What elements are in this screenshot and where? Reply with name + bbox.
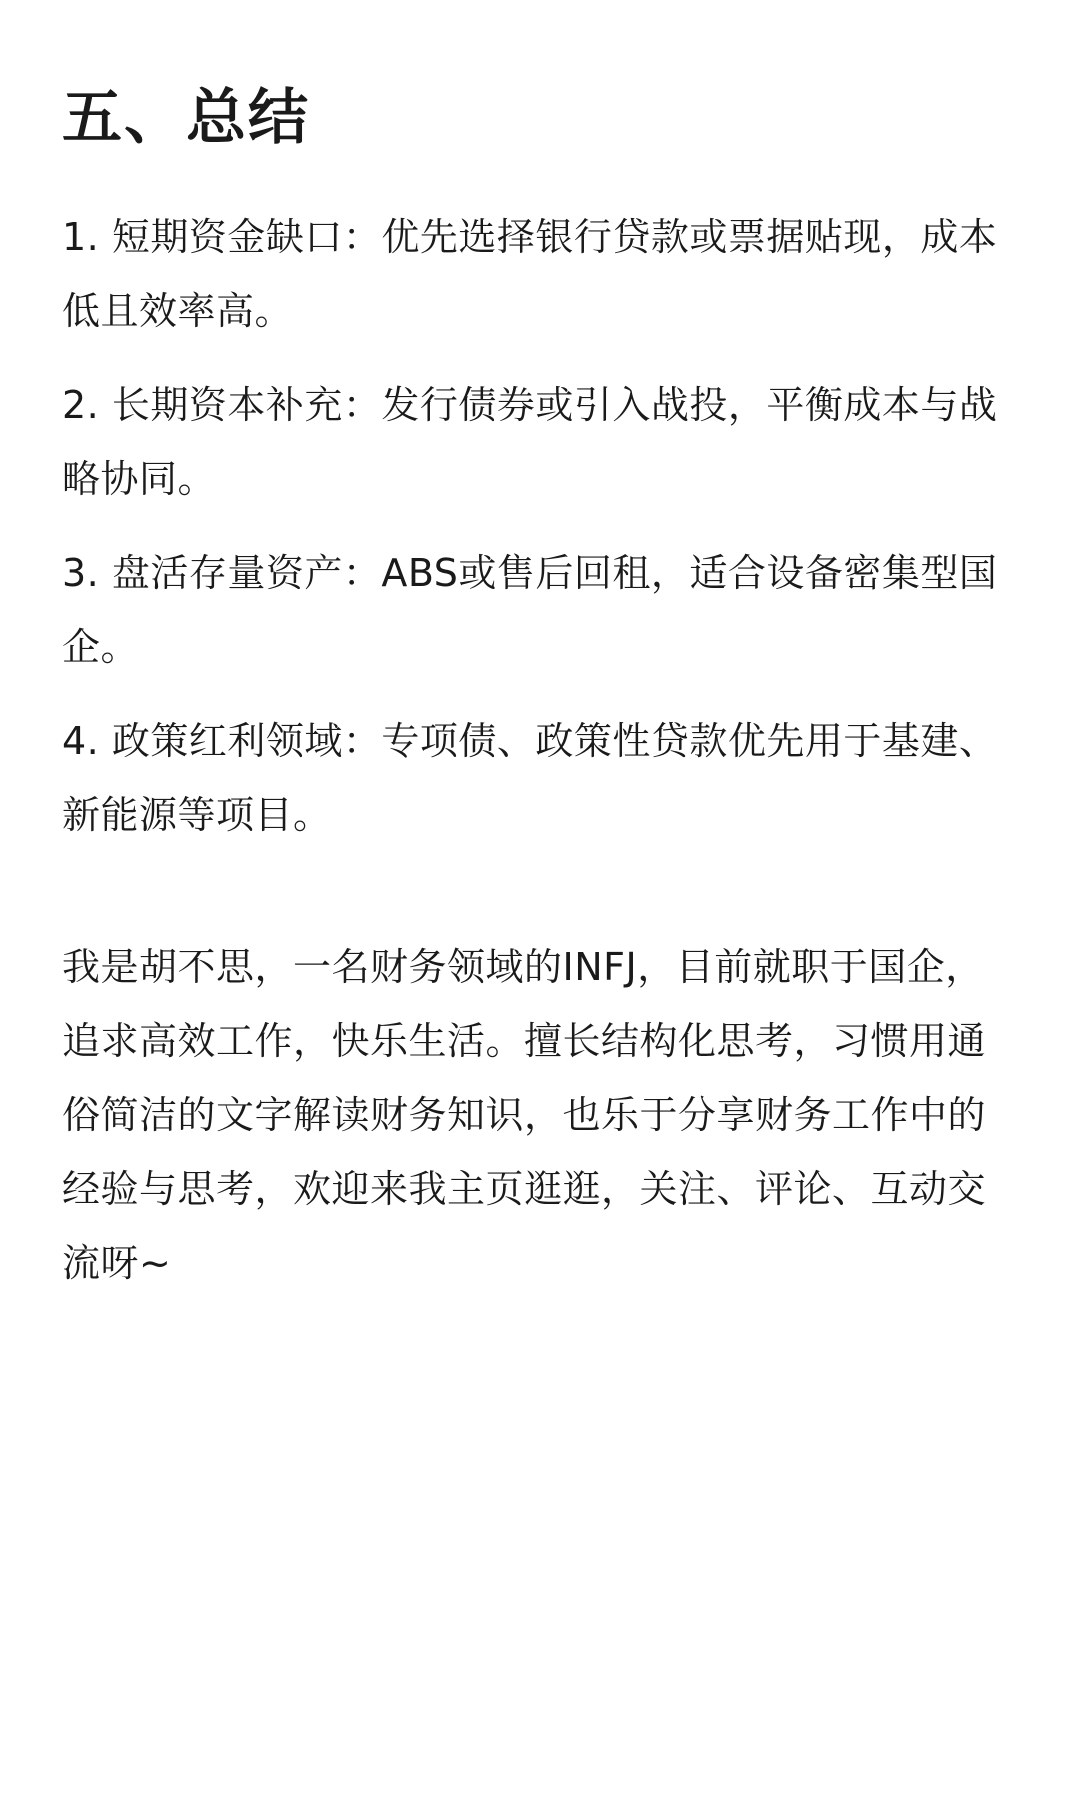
section-heading: 五、总结 [62,83,310,153]
author-intro: 我是胡不思，一名财务领域的INFJ，目前就职于国企，追求高效工作，快乐生活。擅长结构化思考，习惯用通俗简洁的文字解读财务知识，也乐于分享财务工作中的经验与思考，欢迎来我主页逛逛，关注、评论、互动交流呀~ [62,945,987,1285]
list-item: 3. 盘活存量资产：ABS或售后回租，适合设备密集型国企。 [62,551,998,669]
article-content [62,78,1022,1338]
list-item: 1. 短期资金缺口：优先选择银行贷款或票据贴现，成本低且效率高。 [62,215,998,333]
list-item: 2. 长期资本补充：发行债券或引入战投，平衡成本与战略协同。 [62,383,998,501]
summary-list [62,200,1022,852]
list-item: 4. 政策红利领域：专项债、政策性贷款优先用于基建、新能源等项目。 [62,719,998,837]
